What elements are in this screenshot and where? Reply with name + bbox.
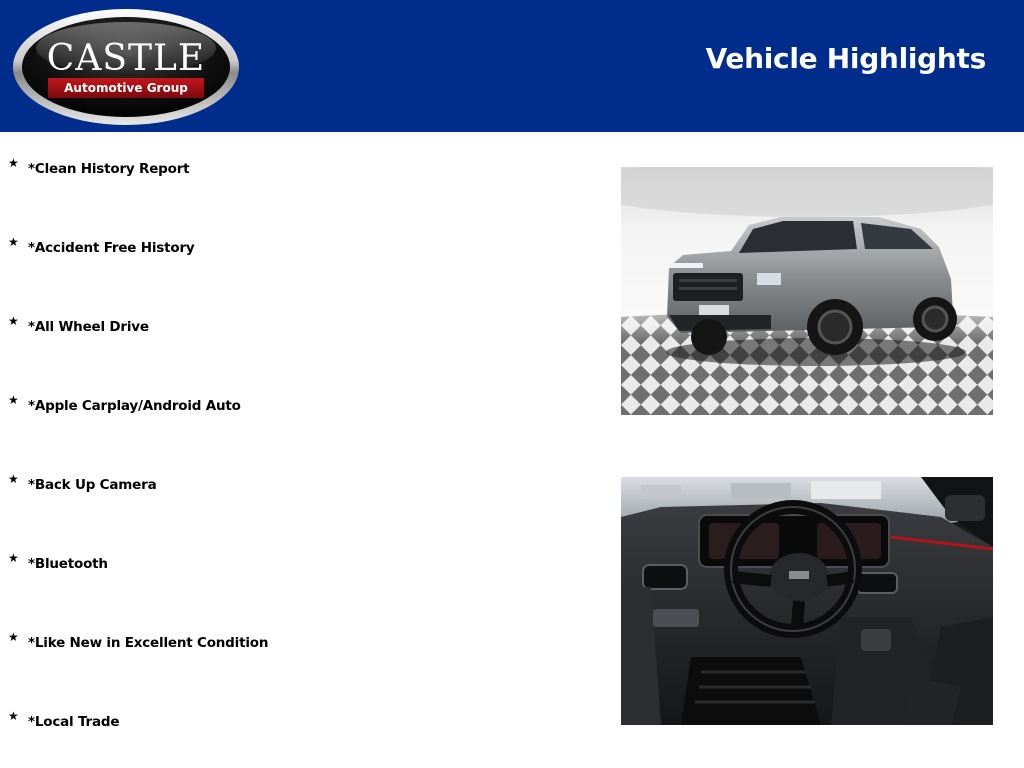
logo-tagline-text: Automotive Group (64, 81, 188, 95)
logo-brand-text: CASTLE (46, 38, 206, 79)
feature-label: *Apple Carplay/Android Auto (28, 398, 241, 414)
star-icon: ★ (8, 630, 19, 644)
star-icon: ★ (8, 551, 19, 565)
page-title: Vehicle Highlights (705, 42, 986, 75)
list-item (8, 631, 268, 655)
vehicle-exterior-photo (621, 167, 993, 415)
castle-automotive-logo (12, 8, 240, 126)
feature-label: *All Wheel Drive (28, 319, 149, 335)
list-item (8, 473, 156, 497)
list-item (8, 236, 195, 260)
feature-label: *Like New in Excellent Condition (28, 635, 269, 651)
feature-label: *Accident Free History (28, 240, 195, 256)
list-item (8, 394, 241, 418)
star-icon: ★ (8, 472, 19, 486)
star-icon: ★ (8, 709, 19, 723)
list-item (8, 552, 108, 576)
header-banner (0, 0, 1024, 132)
feature-label: *Bluetooth (28, 556, 108, 572)
list-item (8, 710, 119, 734)
star-icon: ★ (8, 235, 19, 249)
feature-label: *Clean History Report (28, 161, 190, 177)
list-item (8, 315, 149, 339)
star-icon: ★ (8, 156, 19, 170)
star-icon: ★ (8, 393, 19, 407)
list-item (8, 157, 189, 181)
feature-label: *Local Trade (28, 714, 120, 730)
feature-list (0, 132, 600, 768)
feature-label: *Back Up Camera (28, 477, 157, 493)
star-icon: ★ (8, 314, 19, 328)
vehicle-interior-photo (621, 477, 993, 725)
